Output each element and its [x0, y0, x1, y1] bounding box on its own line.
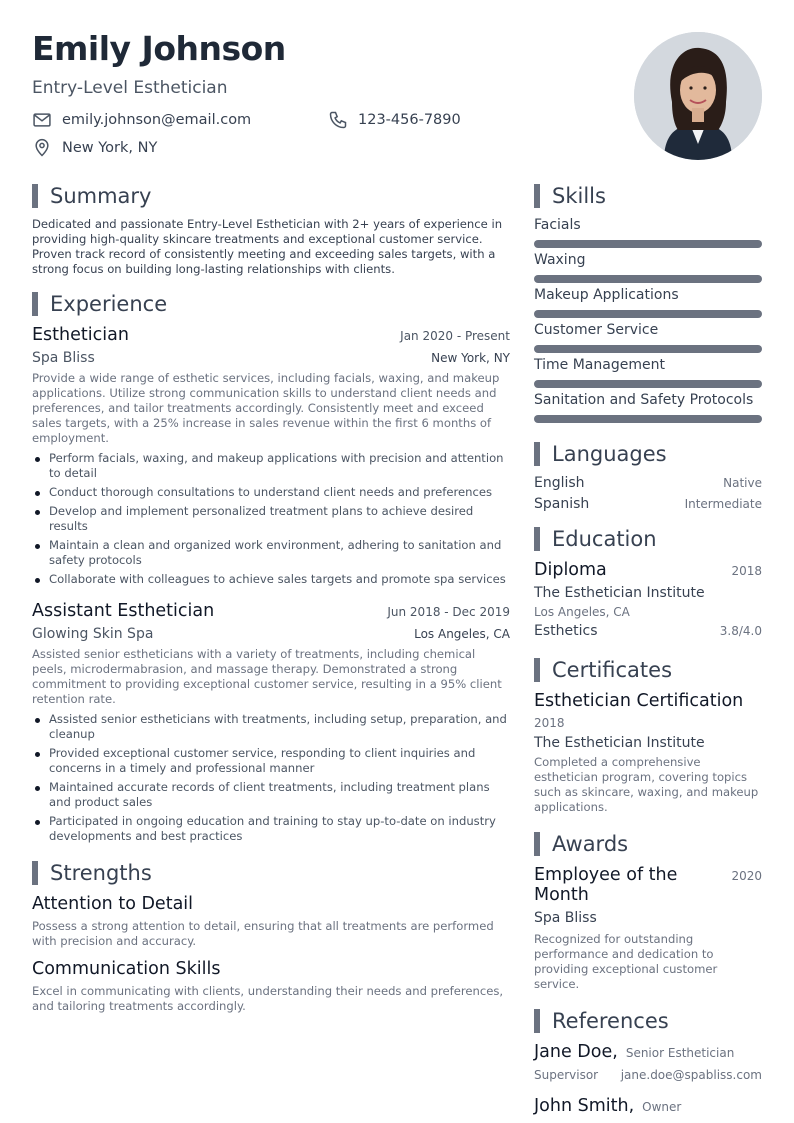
reference-relation: Supervisor [534, 1068, 599, 1082]
education-field-row [534, 623, 762, 639]
certificate-year: 2018 [534, 716, 565, 730]
education-degree-row [534, 560, 762, 580]
section-heading-text: References [552, 1009, 669, 1033]
location-text: New York, NY [62, 140, 158, 156]
job-company: Spa Bliss [32, 350, 95, 366]
skill-name: Waxing [534, 252, 586, 268]
skill-item [534, 217, 762, 248]
section-accent-bar [534, 184, 540, 208]
left-column [32, 183, 510, 1014]
strength-entry [32, 894, 510, 949]
job-title: Esthetician [32, 325, 129, 345]
language-level: Intermediate [684, 497, 762, 511]
references-heading [534, 1008, 762, 1034]
award-title: Employee of the Month [534, 865, 678, 905]
mail-icon [32, 110, 52, 130]
reference-entry [534, 1042, 762, 1082]
job-bullets [32, 712, 510, 844]
strength-title: Communication Skills [32, 959, 221, 979]
section-heading-text: Summary [50, 184, 152, 208]
reference-name: John Smith, [534, 1096, 635, 1116]
reference-entry [534, 1096, 762, 1116]
location-pin-icon [32, 138, 52, 158]
section-heading-text: Experience [50, 292, 168, 316]
reference-role: Owner [642, 1100, 682, 1114]
candidate-name: Emily Johnson [32, 29, 286, 68]
contact-phone[interactable] [328, 110, 461, 130]
section-accent-bar [534, 658, 540, 682]
language-name: Spanish [534, 496, 590, 512]
job-bullet: Collaborate with colleagues to achieve sales targets and promote spa services [32, 572, 510, 587]
education-heading [534, 526, 762, 552]
job-description: Assisted senior estheticians with a variety of treatments, including chemical peels, microdermabrasion, and massage therapy. Demonstrated a strong commitment to providing exceptional customer service, resulting in a 95% client retention rate. [32, 647, 502, 706]
languages-heading [534, 441, 762, 467]
certificate-title: Esthetician Certification [534, 691, 744, 711]
section-heading-text: Languages [552, 442, 667, 466]
language-item [534, 496, 762, 512]
skill-name: Customer Service [534, 322, 659, 338]
job-bullet: Assisted senior estheticians with treatments, including setup, preparation, and cleanup [32, 712, 510, 742]
skill-name: Time Management [534, 357, 665, 373]
awards-heading [534, 831, 762, 857]
contact-info [32, 110, 592, 170]
section-accent-bar [534, 832, 540, 856]
contact-email[interactable] [32, 110, 251, 130]
skill-level-bar [534, 310, 762, 318]
phone-text: 123-456-7890 [358, 112, 461, 128]
section-accent-bar [534, 1009, 540, 1033]
award-year: 2020 [731, 869, 762, 883]
job-location: Los Angeles, CA [414, 627, 510, 641]
resume-header [32, 30, 592, 98]
skill-level-bar [534, 380, 762, 388]
profile-photo-illustration [634, 32, 762, 160]
section-heading-text: Certificates [552, 658, 673, 682]
job-bullet: Perform facials, waxing, and makeup applications with precision and attention to detail [32, 451, 510, 481]
skills-heading [534, 183, 762, 209]
language-item [534, 475, 762, 491]
strength-title: Attention to Detail [32, 894, 194, 914]
experience-entry [32, 325, 510, 587]
skill-level-bar [534, 275, 762, 283]
strengths-heading [32, 860, 510, 886]
certificates-heading [534, 657, 762, 683]
education-gpa: 3.8/4.0 [719, 624, 762, 638]
section-heading-text: Skills [552, 184, 606, 208]
section-heading-text: Strengths [50, 861, 152, 885]
language-level: Native [723, 476, 762, 490]
job-bullet: Participated in ongoing education and training to stay up-to-date on industry developments and best practices [32, 814, 510, 844]
section-accent-bar [534, 527, 540, 551]
phone-icon [328, 110, 348, 130]
strength-description: Excel in communicating with clients, understanding their needs and preferences, and tailoring treatments accordingly. [32, 984, 504, 1013]
skills-list [534, 217, 762, 423]
section-accent-bar [32, 861, 38, 885]
skill-item [534, 252, 762, 283]
skill-name: Sanitation and Safety Protocols [534, 392, 754, 408]
right-column [534, 183, 762, 1116]
reference-name: Jane Doe, [534, 1042, 618, 1062]
job-description: Provide a wide range of esthetic services, including facials, waxing, and makeup applications. Utilize strong communication skills to understand client needs and preferences, and tailor treatments accordingly. Consistently meet and exceed sales targets, with a 25% increase in sales revenue within the first 6 months of employment. [32, 371, 500, 445]
experience-heading [32, 291, 510, 317]
contact-location [32, 138, 157, 158]
job-dates: Jun 2018 - Dec 2019 [387, 605, 510, 619]
strength-entry [32, 959, 510, 1014]
job-title: Assistant Esthetician [32, 601, 215, 621]
experience-entry [32, 601, 510, 844]
skill-level-bar [534, 415, 762, 423]
certificate-issuer: The Esthetician Institute [534, 735, 705, 751]
award-description: Recognized for outstanding performance and dedication to providing exceptional customer service. [534, 932, 718, 991]
section-heading-text: Awards [552, 832, 629, 856]
email-text: emily.johnson@email.com [62, 112, 252, 128]
section-heading-text: Education [552, 527, 657, 551]
summary-text: Dedicated and passionate Entry-Level Esthetician with 2+ years of experience in providing high-quality skincare treatments and exceptional customer service. Proven track record of consistently meeting and exceeding sales targets, with a strong focus on building long-lasting relationships with clients. [32, 217, 503, 276]
education-year: 2018 [731, 564, 762, 578]
profile-photo [634, 32, 762, 160]
skill-name: Facials [534, 217, 581, 233]
education-school: The Esthetician Institute [534, 585, 705, 601]
section-accent-bar [534, 442, 540, 466]
summary-heading [32, 183, 510, 209]
skill-name: Makeup Applications [534, 287, 679, 303]
education-location: Los Angeles, CA [534, 605, 630, 619]
section-accent-bar [32, 184, 38, 208]
job-bullet: Maintain a clean and organized work environment, adhering to sanitation and safety protocols [32, 538, 510, 568]
job-location: New York, NY [431, 351, 510, 365]
reference-contact[interactable]: jane.doe@spabliss.com [620, 1068, 762, 1082]
job-bullet: Develop and implement personalized treatment plans to achieve desired results [32, 504, 510, 534]
job-company: Glowing Skin Spa [32, 626, 154, 642]
job-bullet: Provided exceptional customer service, responding to client inquiries and concerns in a timely and professional manner [32, 746, 510, 776]
certificate-description: Completed a comprehensive esthetician program, covering topics such as skincare, waxing, and makeup applications. [534, 755, 759, 814]
skill-item [534, 392, 762, 423]
education-degree: Diploma [534, 560, 607, 580]
job-bullet: Conduct thorough consultations to understand client needs and preferences [32, 485, 510, 500]
award-issuer: Spa Bliss [534, 910, 597, 926]
skill-item [534, 322, 762, 353]
language-name: English [534, 475, 585, 491]
skill-item [534, 357, 762, 388]
education-field: Esthetics [534, 623, 598, 639]
reference-role: Senior Esthetician [625, 1046, 735, 1060]
section-accent-bar [32, 292, 38, 316]
skill-level-bar [534, 345, 762, 353]
job-bullet: Maintained accurate records of client treatments, including treatment plans and product sales [32, 780, 510, 810]
skill-item [534, 287, 762, 318]
award-title-row [534, 865, 762, 905]
job-dates: Jan 2020 - Present [400, 329, 510, 343]
skill-level-bar [534, 240, 762, 248]
strength-description: Possess a strong attention to detail, ensuring that all treatments are performed with precision and accuracy. [32, 919, 494, 948]
job-bullets [32, 451, 510, 587]
candidate-title: Entry-Level Esthetician [32, 77, 228, 98]
